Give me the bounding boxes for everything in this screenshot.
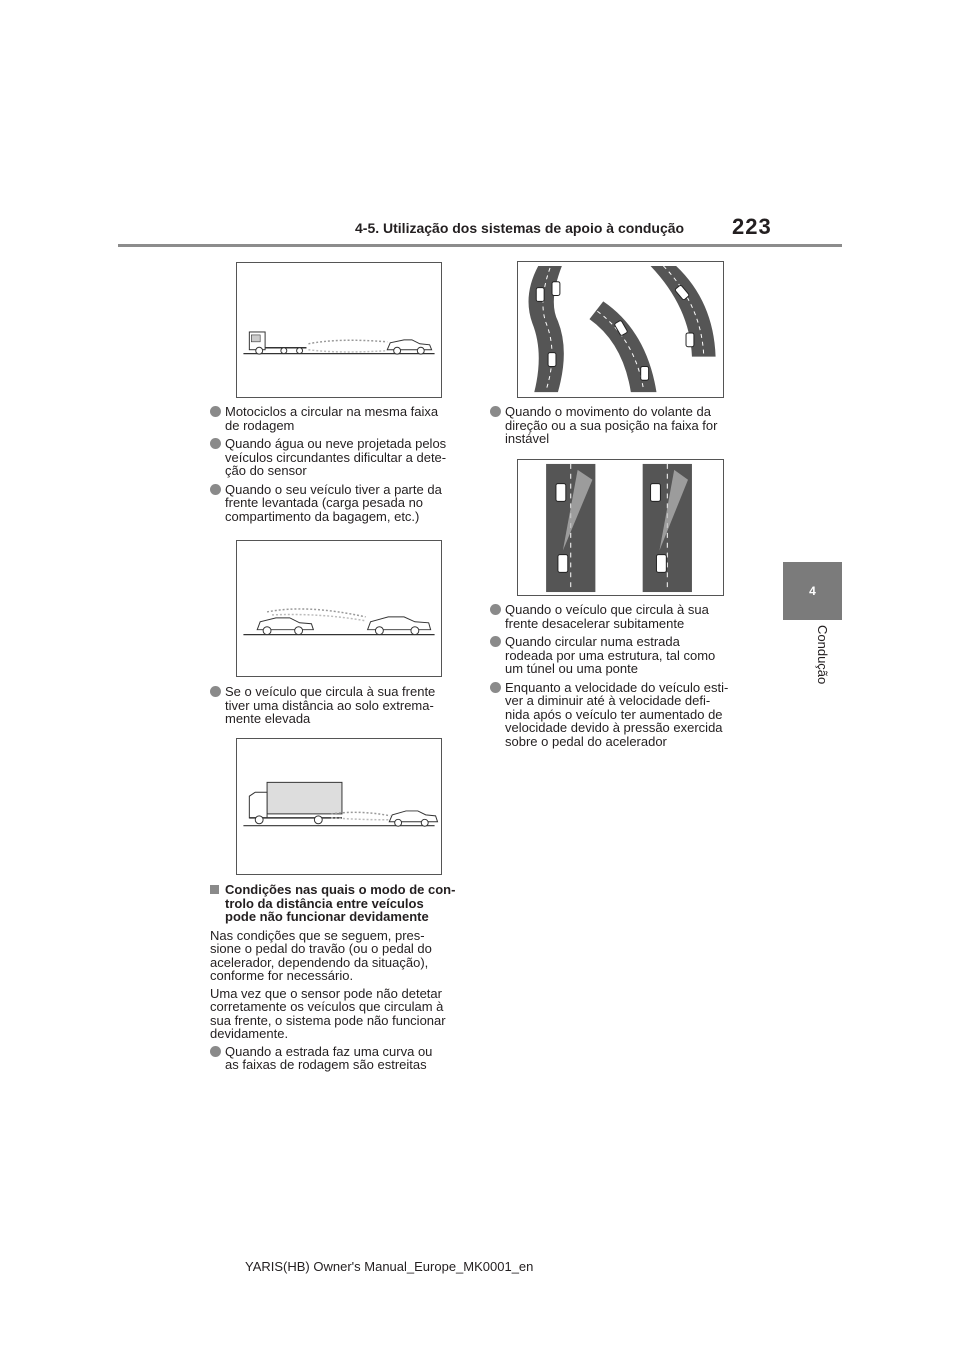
text-line: Quando o veículo que circula à sua — [505, 602, 709, 617]
section-title: 4-5. Utilização dos sistemas de apoio à condução — [355, 220, 685, 236]
chapter-tab[interactable] — [783, 562, 842, 620]
bullet-icon — [490, 636, 501, 647]
text-line: nida após o veículo ter aumentado de — [505, 706, 723, 722]
text-line: ver a diminuir até à velocidade defi- — [505, 693, 711, 708]
page-number: 223 — [732, 214, 772, 239]
bullet-icon — [210, 686, 221, 697]
left-text-block — [210, 883, 472, 1077]
text-line: de rodagem — [225, 417, 295, 433]
text-line: frente desacelerar subitamente — [505, 615, 685, 631]
list-item — [210, 483, 472, 524]
text-line: instável — [505, 431, 550, 446]
chapter-number: 4 — [809, 584, 816, 598]
illustration-raised-front — [236, 540, 442, 677]
text-line: frente levantada (carga pesada no — [225, 495, 424, 510]
text-line: Quando o seu veículo tiver a parte da — [225, 481, 442, 497]
list-item — [490, 603, 758, 630]
text-line: Quando água ou neve projetada pelos — [225, 436, 447, 451]
text-line: Se o veículo que circula à sua frente — [225, 684, 436, 699]
illustration-high-clearance-truck — [236, 738, 442, 875]
text-line: Uma vez que o sensor pode não detetar — [210, 985, 442, 1001]
text-line: sione o pedal do travão (ou o pedal do — [210, 941, 432, 956]
text-line: Quando o movimento do volante da — [505, 404, 711, 419]
text-line: tiver uma distância ao solo extrema- — [225, 697, 434, 713]
text-line: acelerador, dependendo da situação), — [210, 954, 429, 970]
right-bullet-list-2 — [490, 603, 758, 753]
list-item — [210, 437, 472, 478]
bullet-icon — [210, 484, 221, 495]
left-bullet-list-1 — [210, 405, 472, 528]
bullet-icon — [210, 406, 221, 417]
right-bullet-list-1 — [490, 405, 758, 451]
text-line: trolo da distância entre veículos — [225, 895, 424, 911]
list-item — [210, 1045, 472, 1072]
text-line: compartimento da bagagem, etc.) — [225, 508, 420, 524]
text-line: as faixas de rodagem são estreitas — [225, 1057, 427, 1072]
bullet-icon — [490, 604, 501, 615]
illustration-motorcycle — [236, 262, 442, 398]
text-line: conforme for necessário. — [210, 968, 354, 983]
subheading — [210, 883, 472, 924]
paragraph — [210, 987, 472, 1041]
list-item — [490, 635, 758, 676]
bullet-icon — [210, 1046, 221, 1057]
text-line: Motociclos a circular na mesma faixa — [225, 404, 439, 419]
text-line: sua frente, o sistema pode não funcionar — [210, 1012, 446, 1028]
text-line: Enquanto a velocidade do veículo esti- — [505, 679, 729, 695]
text-line: direção ou a sua posição na faixa for — [505, 417, 718, 433]
text-line: mente elevada — [225, 711, 311, 726]
header-divider — [118, 244, 842, 247]
text-line: um túnel ou uma ponte — [505, 661, 638, 676]
list-item — [490, 681, 758, 749]
illustration-unstable-lane-position — [517, 459, 724, 596]
square-bullet-icon — [210, 885, 219, 894]
list-item — [210, 405, 472, 432]
text-line: Condições nas quais o modo de con- — [225, 882, 456, 897]
text-line: ção do sensor — [225, 463, 307, 478]
text-line: rodeada por uma estrutura, tal como — [505, 647, 716, 663]
chapter-name: Condução — [815, 625, 830, 685]
footer-text: YARIS(HB) Owner's Manual_Europe_MK0001_en — [245, 1259, 534, 1274]
text-line: pode não funcionar devidamente — [225, 909, 429, 924]
left-bullet-list-2 — [210, 685, 472, 731]
text-line: Quando circular numa estrada — [505, 634, 680, 649]
list-item — [490, 405, 758, 446]
list-item — [210, 685, 472, 726]
text-line: velocidade devido à pressão exercida — [505, 720, 723, 735]
text-line: Quando a estrada faz uma curva ou — [225, 1043, 433, 1059]
text-line: sobre o pedal do acelerador — [505, 733, 667, 749]
text-line: Nas condições que se seguem, pres- — [210, 927, 425, 943]
bullet-icon — [490, 682, 501, 693]
text-line: veículos circundantes dificultar a dete- — [225, 449, 447, 465]
bullet-icon — [210, 438, 221, 449]
text-line: corretamente os veículos que circulam à — [210, 999, 444, 1014]
text-line: devidamente. — [210, 1026, 289, 1041]
bullet-icon — [490, 406, 501, 417]
paragraph — [210, 929, 472, 983]
illustration-curved-roads — [517, 261, 724, 398]
